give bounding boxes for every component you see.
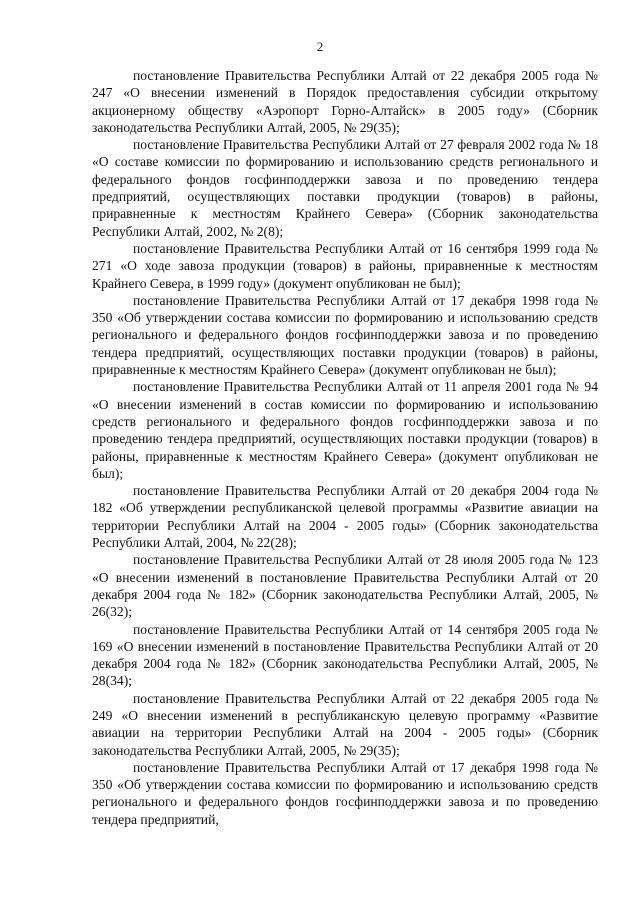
paragraph: постановление Правительства Республики Алтай от 20 декабря 2004 года № 182 «Об утверждении республиканской целевой программы «Развитие авиации на территории Республики Алтай на 2004 - 2005 годы» (Сборник законодательства Республики Алтай, 2004, № 22(28); [92, 483, 598, 551]
document-body [92, 67, 598, 828]
paragraph: постановление Правительства Республики Алтай от 17 декабря 1998 года № 350 «Об утверждении состава комиссии по формированию и использованию средств регионального и федерального фондов госфинподдержки завоза и по проведению тендера предприятий, [92, 759, 598, 827]
paragraph: постановление Правительства Республики Алтай от 22 декабря 2005 года № 249 «О внесении изменений в республиканскую целевую программу «Развитие авиации на территории Республики Алтай на 2004 - 2005 годы» (Сборник законодательства Республики Алтай, 2005, № 29(35); [92, 690, 598, 758]
paragraph: постановление Правительства Республики Алтай от 11 апреля 2001 года № 94 «О внесении изменений в состав комиссии по формированию и использованию средств регионального и федерального фондов госфинподдержки завоза и по проведению тендера предприятий, осуществляющих поставки продукции (товаров) в районы, приравненные к местностям Крайнего Севера» (документ опубликован не был); [92, 379, 598, 481]
paragraph: постановление Правительства Республики Алтай от 27 февраля 2002 года № 18 «О составе комиссии по формированию и использованию средств регионального и федерального фондов госфинподдержки завоза и по проведению тендера предприятий, осуществляющих поставки продукции (товаров) в районы, приравненные к местностям Крайнего Севера» (Сборник законодательства Республики Алтай, 2002, № 2(8); [92, 137, 598, 239]
page-number: 2 [316, 39, 324, 54]
paragraph: постановление Правительства Республики Алтай от 14 сентября 2005 года № 169 «О внесении изменений в постановление Правительства Республики Алтай от 20 декабря 2004 года № 182» (Сборник законодательства Республики Алтай, 2005, № 28(34); [92, 621, 598, 689]
paragraph: постановление Правительства Республики Алтай от 16 сентября 1999 года № 271 «О ходе завоза продукции (товаров) в районы, приравненные к местностям Крайнего Севера, в 1999 году» (документ опубликован не был); [92, 240, 598, 291]
paragraph: постановление Правительства Республики Алтай от 28 июля 2005 года № 123 «О внесении изменений в постановление Правительства Республики Алтай от 20 декабря 2004 года № 182» (Сборник законодательства Республики Алтай, 2005, № 26(32); [92, 552, 598, 620]
paragraph: постановление Правительства Республики Алтай от 22 декабря 2005 года № 247 «О внесении изменений в Порядок предоставления субсидии открытому акционерному обществу «Аэропорт Горно-Алтайск» в 2005 году» (Сборник законодательства Республики Алтай, 2005, № 29(35); [92, 68, 598, 135]
paragraph: постановление Правительства Республики Алтай от 17 декабря 1998 года № 350 «Об утверждении состава комиссии по формированию и использованию средств регионального и федерального фондов госфинподдержки завоза и по проведению тендера предприятий, осуществляющих поставки продукции (товаров) в районы, приравненные к местностям Крайнего Севера» (документ опубликован не был); [92, 292, 598, 378]
